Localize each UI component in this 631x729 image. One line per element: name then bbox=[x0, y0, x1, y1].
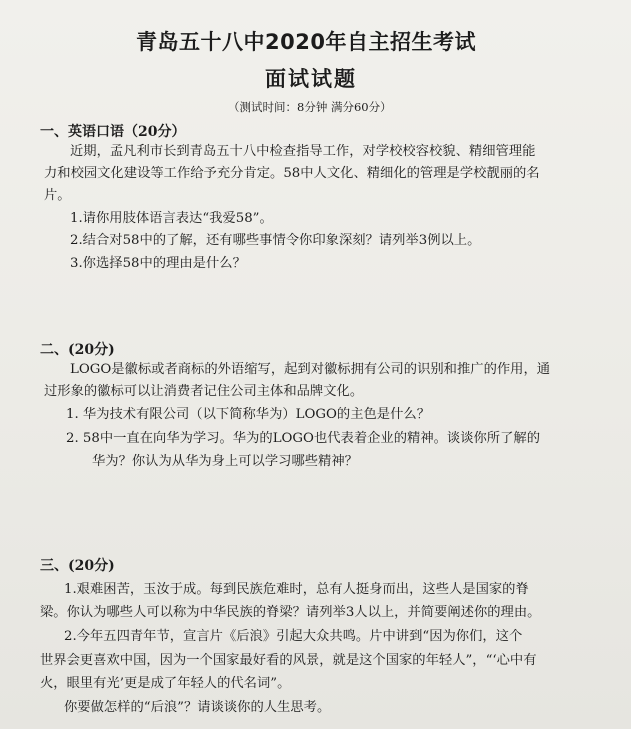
section2-intro-line1: LOGO是徽标或者商标的外语缩写，起到对徽标拥有公司的识别和推广的作用，通 bbox=[70, 362, 551, 377]
section2-question-2-line2: 华为？你认为从华为身上可以学习哪些精神？ bbox=[92, 454, 358, 469]
section1-heading: 一、英语口语（20分） bbox=[40, 124, 186, 140]
section1-intro-line1: 近期，孟凡利市长到青岛五十八中检查指导工作，对学校校容校貌、精细管理能 bbox=[70, 144, 536, 159]
exam-subtitle: 面试试题 bbox=[265, 67, 357, 91]
exam-meta: （测试时间：8分钟 满分60分） bbox=[228, 100, 392, 114]
section2-question-2-line1: 2. 58中一直在向华为学习。华为的LOGO也代表着企业的精神。谈谈你所了解的 bbox=[66, 431, 540, 446]
section3-question-2-line4: 你要做怎样的“后浪”？请谈谈你的人生思考。 bbox=[64, 700, 331, 715]
section1-intro-line2: 力和校园文化建设等工作给予充分肯定。58中人文化、精细化的管理是学校靓丽的名 bbox=[44, 166, 540, 181]
section3-question-2-line1: 2.今年五四青年节，宣言片《后浪》引起大众共鸣。片中讲到“因为你们，这个 bbox=[64, 629, 523, 644]
section2-intro-line2: 过形象的徽标可以让消费者记住公司主体和品牌文化。 bbox=[44, 384, 364, 399]
section1-question-1: 1.请你用肢体语言表达“我爱58”。 bbox=[70, 211, 273, 226]
section3-question-1-line1: 1.艰难困苦，玉汝于成。每到民族危难时，总有人挺身而出，这些人是国家的脊 bbox=[64, 582, 529, 597]
section1-intro-line3: 片。 bbox=[44, 188, 71, 203]
section3-question-2-line2: 世界会更喜欢中国，因为一个国家最好看的风景，就是这个国家的年轻人”，“‘心中有 bbox=[40, 653, 537, 668]
section3-heading: 三、(20分) bbox=[40, 558, 115, 574]
section1-question-2: 2.结合对58中的了解，还有哪些事情令你印象深刻？请列举3例以上。 bbox=[70, 233, 481, 248]
section1-question-3: 3.你选择58中的理由是什么？ bbox=[70, 256, 246, 271]
section2-heading: 二、(20分) bbox=[40, 342, 115, 358]
section2-question-1: 1. 华为技术有限公司（以下简称华为）LOGO的主色是什么？ bbox=[66, 407, 430, 422]
section3-question-1-line2: 梁。你认为哪些人可以称为中华民族的脊梁？请列举3人以上，并简要阐述你的理由。 bbox=[40, 605, 541, 620]
exam-title: 青岛五十八中2020年自主招生考试 bbox=[136, 30, 476, 54]
section3-question-2-line3: 火，眼里有光’更是成了年轻人的代名词”。 bbox=[40, 676, 291, 691]
